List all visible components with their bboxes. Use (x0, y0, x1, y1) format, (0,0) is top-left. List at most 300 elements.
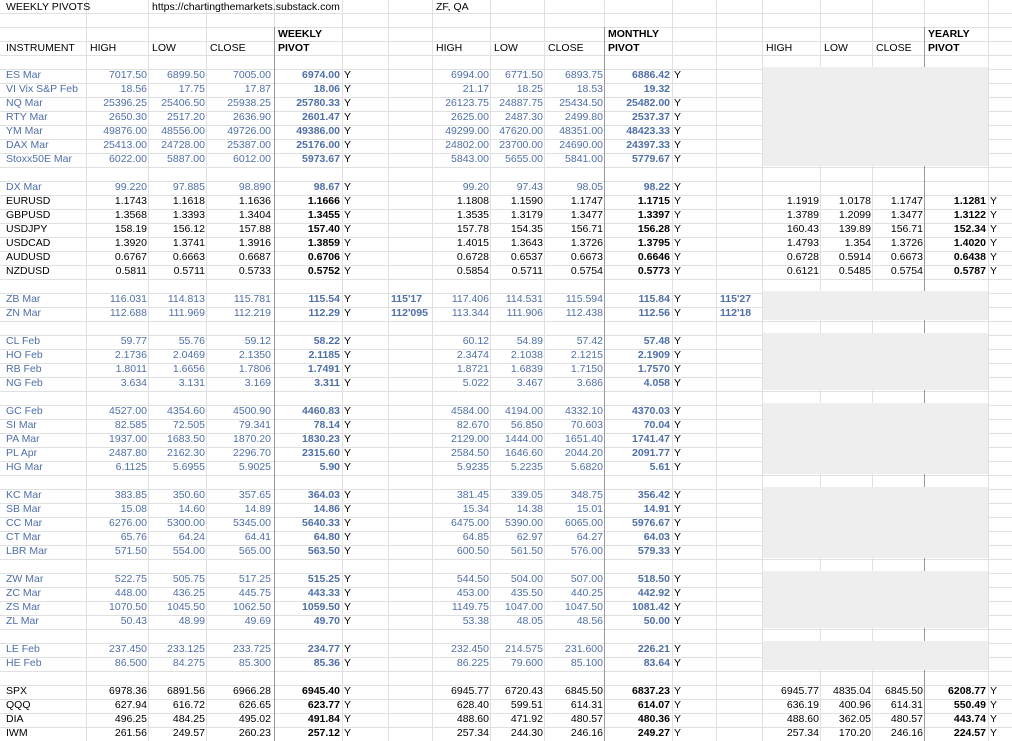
weekly-pivot-cell: 115.54 (308, 293, 340, 305)
yearly-value-cell: 1.3726 (890, 237, 923, 249)
weekly-value-cell: 626.65 (238, 699, 271, 711)
yearly-section-label: YEARLY (928, 28, 970, 40)
yearly-value-cell: 0.5914 (838, 251, 871, 263)
weekly-value-cell: 6.1125 (115, 461, 147, 473)
weekly-value-cell: 24728.00 (161, 139, 205, 151)
yearly-value-cell: 170.20 (838, 727, 871, 739)
weekly-value-cell: 1.3568 (114, 209, 147, 221)
weekly-pivot-cell: 5973.67 (302, 153, 340, 165)
weekly-value-cell: 25406.50 (161, 97, 205, 109)
sheet-title: WEEKLY PIVOTS (6, 1, 91, 13)
monthly-value-cell: 97.43 (516, 181, 543, 193)
monthly-value-cell: 98.05 (576, 181, 603, 193)
monthly-value-cell: 114.531 (505, 293, 543, 305)
weekly-value-cell: 14.89 (244, 503, 271, 515)
weekly-flag-cell: Y (344, 195, 352, 207)
weekly-pivot-cell: 364.03 (307, 489, 340, 501)
instrument-name: ZL Mar (6, 615, 39, 627)
yearly-value-cell: 0.6673 (890, 251, 923, 263)
weekly-value-cell: 55.76 (178, 335, 205, 347)
monthly-value-cell: 599.51 (510, 699, 543, 711)
weekly-flag-cell: Y (344, 601, 352, 613)
yearly-value-cell: 0.5485 (838, 265, 871, 277)
monthly-flag-cell: Y (674, 181, 682, 193)
col-header-yearly-pivot: PIVOT (928, 42, 960, 54)
yearly-value-cell: 1.4793 (786, 237, 819, 249)
monthly-value-cell: 82.670 (456, 419, 489, 431)
monthly-flag-cell: Y (674, 377, 682, 389)
instrument-name: EURUSD (6, 195, 51, 207)
monthly-flag-cell: Y (674, 111, 682, 123)
monthly-value-cell: 62.97 (516, 531, 543, 543)
monthly-value-cell: 6475.00 (451, 517, 489, 529)
weekly-flag-cell: Y (344, 461, 352, 473)
weekly-value-cell: 2.0469 (172, 349, 205, 361)
monthly-value-cell: 6065.00 (565, 517, 603, 529)
weekly-pivot-cell: 234.77 (307, 643, 340, 655)
monthly-value-cell: 1047.50 (565, 601, 603, 613)
instrument-name: CC Mar (6, 517, 43, 529)
monthly-pivot-cell: 579.33 (637, 545, 670, 557)
monthly-value-cell: 48351.00 (559, 125, 603, 137)
weekly-pivot-cell: 563.50 (307, 545, 340, 557)
monthly-value-cell: 1651.40 (565, 433, 603, 445)
grid-col-line (988, 0, 989, 741)
weekly-value-cell: 5887.00 (167, 153, 205, 165)
weekly-value-cell: 0.5733 (238, 265, 271, 277)
yearly-empty-block (763, 487, 988, 558)
weekly-pivot-cell: 1.3859 (307, 237, 340, 249)
instrument-name: VI Vix S&P Feb (6, 83, 78, 95)
instrument-name: USDCAD (6, 237, 51, 249)
col-header-monthly-low: LOW (494, 42, 518, 54)
weekly-pivot-cell: 1.7491 (307, 363, 340, 375)
monthly-pivot-32nds: 115'27 (720, 293, 752, 305)
weekly-value-cell: 4500.90 (233, 405, 271, 417)
weekly-pivot-cell: 0.5752 (307, 265, 340, 277)
col-header-yearly-low: LOW (824, 42, 848, 54)
grid-row-line (0, 167, 1012, 168)
yearly-value-cell: 400.96 (838, 699, 871, 711)
grid-row-line (0, 559, 1012, 560)
weekly-flag-cell: Y (344, 615, 352, 627)
weekly-flag-cell: Y (344, 503, 352, 515)
yearly-empty-block (763, 291, 988, 320)
monthly-flag-cell: Y (674, 405, 682, 417)
monthly-value-cell: 154.35 (510, 223, 543, 235)
monthly-value-cell: 440.25 (570, 587, 603, 599)
monthly-flag-cell: Y (674, 699, 682, 711)
monthly-value-cell: 5.022 (462, 377, 489, 389)
yearly-value-cell: 6845.50 (885, 685, 923, 697)
monthly-pivot-cell: 5976.67 (632, 517, 670, 529)
weekly-value-cell: 25413.00 (103, 139, 147, 151)
weekly-value-cell: 554.00 (172, 545, 205, 557)
weekly-flag-cell: Y (344, 335, 352, 347)
weekly-value-cell: 49876.00 (103, 125, 147, 137)
weekly-flag-cell: Y (344, 433, 352, 445)
weekly-pivot-cell: 623.77 (307, 699, 340, 711)
yearly-empty-block (763, 67, 988, 166)
instrument-name: SPX (6, 685, 28, 697)
monthly-value-cell: 6720.43 (505, 685, 543, 697)
weekly-value-cell: 383.85 (114, 489, 147, 501)
weekly-value-cell: 445.75 (238, 587, 271, 599)
weekly-pivot-cell: 0.6706 (307, 251, 340, 263)
monthly-pivot-cell: 2091.77 (632, 447, 670, 459)
monthly-flag-cell: Y (674, 461, 682, 473)
weekly-value-cell: 1.7806 (238, 363, 271, 375)
monthly-pivot-cell: 5779.67 (632, 153, 670, 165)
monthly-value-cell: 0.6673 (570, 251, 603, 263)
monthly-value-cell: 2625.00 (451, 111, 489, 123)
weekly-value-cell: 357.65 (238, 489, 271, 501)
weekly-pivot-cell: 6974.00 (302, 69, 340, 81)
weekly-value-cell: 2296.70 (233, 447, 271, 459)
weekly-pivot-cell: 2601.47 (302, 111, 340, 123)
weekly-value-cell: 116.031 (109, 293, 147, 305)
weekly-value-cell: 1.8011 (115, 363, 147, 375)
monthly-value-cell: 0.6537 (510, 251, 543, 263)
col-header-instrument: INSTRUMENT (6, 42, 75, 54)
monthly-value-cell: 488.60 (456, 713, 489, 725)
monthly-value-cell: 99.20 (462, 181, 489, 193)
monthly-pivot-cell: 4.058 (643, 377, 670, 389)
monthly-flag-cell: Y (674, 223, 682, 235)
weekly-value-cell: 6978.36 (109, 685, 147, 697)
yearly-flag-cell: Y (990, 195, 998, 207)
weekly-pivot-cell: 257.12 (307, 727, 340, 739)
grid-row-line (0, 391, 1012, 392)
weekly-value-cell: 79.341 (238, 419, 271, 431)
monthly-flag-cell: Y (674, 293, 682, 305)
monthly-value-cell: 6945.77 (451, 685, 489, 697)
monthly-section-label: MONTHLY (608, 28, 659, 40)
monthly-flag-cell: Y (674, 685, 682, 697)
monthly-pivot-cell: 2537.37 (632, 111, 670, 123)
monthly-flag-cell: Y (674, 433, 682, 445)
monthly-value-cell: 5.2235 (510, 461, 543, 473)
weekly-section-label: WEEKLY (278, 28, 322, 40)
weekly-value-cell: 233.725 (233, 643, 271, 655)
monthly-value-cell: 6994.00 (451, 69, 489, 81)
monthly-value-cell: 70.603 (570, 419, 603, 431)
weekly-value-cell: 4527.00 (109, 405, 147, 417)
monthly-pivot-cell: 112.56 (638, 307, 670, 319)
col-header-weekly-low: LOW (152, 42, 176, 54)
monthly-value-cell: 24887.75 (499, 97, 543, 109)
weekly-value-cell: 156.12 (172, 223, 205, 235)
monthly-pivot-cell: 1.3397 (637, 209, 670, 221)
instrument-name: RB Feb (6, 363, 42, 375)
monthly-flag-cell: Y (674, 153, 682, 165)
weekly-flag-cell: Y (344, 223, 352, 235)
monthly-value-cell: 86.225 (456, 657, 489, 669)
monthly-pivot-cell: 0.6646 (637, 251, 670, 263)
yearly-pivot-cell: 1.3122 (953, 209, 986, 221)
grid-row-line (0, 475, 1012, 476)
weekly-value-cell: 6012.00 (233, 153, 271, 165)
weekly-pivot-cell: 5640.33 (302, 517, 340, 529)
weekly-value-cell: 616.72 (172, 699, 205, 711)
yearly-value-cell: 4835.04 (833, 685, 871, 697)
weekly-flag-cell: Y (344, 545, 352, 557)
monthly-flag-cell: Y (674, 727, 682, 739)
weekly-value-cell: 448.00 (114, 587, 147, 599)
monthly-value-cell: 2.1038 (510, 349, 543, 361)
monthly-pivot-cell: 1741.47 (632, 433, 670, 445)
weekly-value-cell: 157.88 (238, 223, 271, 235)
weekly-flag-cell: Y (344, 489, 352, 501)
weekly-pivot-cell: 85.36 (313, 657, 340, 669)
monthly-pivot-cell: 1081.42 (632, 601, 670, 613)
weekly-value-cell: 1045.50 (167, 601, 205, 613)
grid-col-line (672, 0, 673, 741)
weekly-value-cell: 565.00 (238, 545, 271, 557)
monthly-value-cell: 2584.50 (451, 447, 489, 459)
monthly-pivot-cell: 5.61 (649, 461, 670, 473)
weekly-value-cell: 1062.50 (233, 601, 271, 613)
yearly-pivot-cell: 152.34 (953, 223, 986, 235)
monthly-value-cell: 18.53 (576, 83, 603, 95)
monthly-pivot-cell: 24397.33 (626, 139, 670, 151)
monthly-value-cell: 1.8721 (456, 363, 489, 375)
monthly-value-cell: 21.17 (462, 83, 489, 95)
weekly-value-cell: 1070.50 (109, 601, 147, 613)
monthly-value-cell: 14.38 (516, 503, 543, 515)
weekly-value-cell: 505.75 (172, 573, 205, 585)
yearly-value-cell: 139.89 (838, 223, 871, 235)
weekly-value-cell: 2162.30 (167, 447, 205, 459)
monthly-pivot-cell: 1.7570 (637, 363, 670, 375)
monthly-pivot-cell: 115.84 (638, 293, 670, 305)
weekly-value-cell: 261.56 (114, 727, 147, 739)
monthly-value-cell: 0.5711 (511, 265, 543, 277)
monthly-value-cell: 1.3477 (570, 209, 603, 221)
instrument-name: DIA (6, 713, 24, 725)
weekly-value-cell: 49726.00 (227, 125, 271, 137)
monthly-value-cell: 3.467 (516, 377, 543, 389)
monthly-flag-cell: Y (674, 97, 682, 109)
yearly-pivot-cell: 1.1281 (953, 195, 986, 207)
weekly-value-cell: 495.02 (238, 713, 271, 725)
instrument-name: PA Mar (6, 433, 40, 445)
weekly-value-cell: 1.3404 (238, 209, 271, 221)
monthly-value-cell: 453.00 (456, 587, 489, 599)
monthly-flag-cell: Y (674, 307, 682, 319)
weekly-flag-cell: Y (344, 153, 352, 165)
monthly-value-cell: 5655.00 (505, 153, 543, 165)
col-header-monthly-high: HIGH (436, 42, 463, 54)
instrument-name: HG Mar (6, 461, 43, 473)
monthly-value-cell: 471.92 (510, 713, 543, 725)
monthly-value-cell: 4584.00 (451, 405, 489, 417)
weekly-pivot-cell: 4460.83 (302, 405, 340, 417)
monthly-value-cell: 85.100 (570, 657, 603, 669)
yearly-empty-block (763, 641, 988, 670)
weekly-value-cell: 84.275 (172, 657, 205, 669)
weekly-pivot-cell: 78.14 (313, 419, 340, 431)
monthly-value-cell: 1.3643 (510, 237, 543, 249)
grid-row-line (0, 279, 1012, 280)
monthly-pivot-cell: 518.50 (637, 573, 670, 585)
source-url: https://chartingthemarkets.substack.com (152, 1, 340, 13)
weekly-value-cell: 111.969 (168, 307, 205, 319)
weekly-flag-cell: Y (344, 293, 352, 305)
monthly-pivot-cell: 70.04 (643, 419, 670, 431)
weekly-pivot-cell: 49386.00 (296, 125, 340, 137)
monthly-pivot-cell: 50.00 (643, 615, 670, 627)
weekly-value-cell: 1.3741 (172, 237, 205, 249)
monthly-value-cell: 113.344 (451, 307, 489, 319)
monthly-value-cell: 4194.00 (505, 405, 543, 417)
weekly-value-cell: 25938.25 (227, 97, 271, 109)
monthly-flag-cell: Y (674, 587, 682, 599)
yearly-pivot-cell: 0.6438 (953, 251, 986, 263)
instrument-name: YM Mar (6, 125, 43, 137)
weekly-pivot-cell: 515.25 (307, 573, 340, 585)
yearly-value-cell: 1.354 (844, 237, 871, 249)
weekly-pivot-cell: 2.1185 (308, 349, 340, 361)
monthly-value-cell: 244.30 (510, 727, 543, 739)
weekly-value-cell: 1.1618 (172, 195, 205, 207)
monthly-value-cell: 24690.00 (559, 139, 603, 151)
monthly-value-cell: 1.6839 (510, 363, 543, 375)
monthly-value-cell: 6771.50 (505, 69, 543, 81)
weekly-value-cell: 2636.90 (233, 111, 271, 123)
weekly-value-cell: 522.75 (114, 573, 147, 585)
yearly-value-cell: 0.6728 (786, 251, 819, 263)
monthly-value-cell: 115.594 (565, 293, 603, 305)
weekly-flag-cell: Y (344, 139, 352, 151)
weekly-value-cell: 2487.80 (109, 447, 147, 459)
yearly-value-cell: 0.5754 (890, 265, 923, 277)
yearly-flag-cell: Y (990, 265, 998, 277)
yearly-empty-block (763, 333, 988, 390)
monthly-flag-cell: Y (674, 489, 682, 501)
monthly-flag-cell: Y (674, 713, 682, 725)
col-header-monthly-close: CLOSE (548, 42, 584, 54)
instrument-name: ZS Mar (6, 601, 41, 613)
monthly-value-cell: 2044.20 (565, 447, 603, 459)
instrument-name: NQ Mar (6, 97, 43, 109)
monthly-value-cell: 117.406 (451, 293, 489, 305)
col-header-weekly-close: CLOSE (210, 42, 246, 54)
monthly-value-cell: 600.50 (456, 545, 489, 557)
weekly-value-cell: 7005.00 (233, 69, 271, 81)
instrument-name: IWM (6, 727, 28, 739)
monthly-value-cell: 381.45 (456, 489, 489, 501)
weekly-pivot-cell: 3.311 (314, 377, 340, 389)
monthly-value-cell: 0.5854 (456, 265, 489, 277)
weekly-flag-cell: Y (344, 349, 352, 361)
weekly-value-cell: 484.25 (172, 713, 205, 725)
grid-row-line (0, 55, 1012, 56)
monthly-value-cell: 5.9235 (456, 461, 489, 473)
monthly-flag-cell: Y (674, 517, 682, 529)
monthly-value-cell: 79.600 (510, 657, 543, 669)
weekly-value-cell: 6276.00 (109, 517, 147, 529)
weekly-value-cell: 17.75 (178, 83, 205, 95)
weekly-pivot-cell: 58.22 (313, 335, 340, 347)
monthly-value-cell: 0.5754 (570, 265, 603, 277)
weekly-pivot-cell: 25780.33 (296, 97, 340, 109)
monthly-value-cell: 1.3726 (570, 237, 603, 249)
monthly-value-cell: 1646.60 (505, 447, 543, 459)
monthly-value-cell: 435.50 (510, 587, 543, 599)
col-header-yearly-high: HIGH (766, 42, 793, 54)
instrument-name: HE Feb (6, 657, 42, 669)
weekly-pivot-cell: 18.06 (313, 83, 340, 95)
grid-col-line (388, 0, 389, 741)
yearly-value-cell: 1.1919 (786, 195, 819, 207)
monthly-flag-cell: Y (674, 615, 682, 627)
instrument-name: ZN Mar (6, 307, 41, 319)
instrument-name: LBR Mar (6, 545, 48, 557)
monthly-flag-cell: Y (674, 69, 682, 81)
monthly-value-cell: 25434.50 (559, 97, 603, 109)
weekly-value-cell: 0.5811 (115, 265, 147, 277)
weekly-value-cell: 85.300 (238, 657, 271, 669)
weekly-value-cell: 0.6663 (172, 251, 205, 263)
weekly-value-cell: 86.500 (114, 657, 147, 669)
weekly-value-cell: 158.19 (114, 223, 147, 235)
monthly-value-cell: 56.850 (510, 419, 543, 431)
instrument-name: KC Mar (6, 489, 42, 501)
monthly-value-cell: 214.575 (505, 643, 543, 655)
monthly-pivot-cell: 14.91 (643, 503, 670, 515)
monthly-flag-cell: Y (674, 657, 682, 669)
instrument-name: ZB Mar (6, 293, 41, 305)
grid-col-line (716, 0, 717, 741)
weekly-pivot-cell: 5.90 (319, 461, 340, 473)
weekly-value-cell: 99.220 (114, 181, 147, 193)
instrument-name: GBPUSD (6, 209, 51, 221)
yearly-flag-cell: Y (990, 209, 998, 221)
monthly-value-cell: 1444.00 (505, 433, 543, 445)
monthly-pivot-cell: 249.27 (637, 727, 670, 739)
weekly-value-cell: 571.50 (114, 545, 147, 557)
weekly-value-cell: 59.12 (244, 335, 271, 347)
yearly-flag-cell: Y (990, 251, 998, 263)
weekly-flag-cell: Y (344, 447, 352, 459)
weekly-pivot-cell: 443.33 (307, 587, 340, 599)
weekly-flag-cell: Y (344, 307, 352, 319)
monthly-value-cell: 1.3179 (510, 209, 543, 221)
weekly-flag-cell: Y (344, 685, 352, 697)
yearly-value-cell: 257.34 (786, 727, 819, 739)
weekly-value-cell: 1683.50 (167, 433, 205, 445)
yearly-value-cell: 636.19 (786, 699, 819, 711)
monthly-value-cell: 111.906 (506, 307, 543, 319)
monthly-value-cell: 1.1590 (510, 195, 543, 207)
weekly-value-cell: 3.634 (120, 377, 147, 389)
monthly-value-cell: 2499.80 (565, 111, 603, 123)
monthly-value-cell: 480.57 (570, 713, 603, 725)
instrument-name: ES Mar (6, 69, 42, 81)
monthly-value-cell: 6845.50 (565, 685, 603, 697)
monthly-pivot-cell: 156.28 (637, 223, 670, 235)
weekly-value-cell: 25396.25 (103, 97, 147, 109)
monthly-flag-cell: Y (674, 447, 682, 459)
instrument-name: QQQ (6, 699, 31, 711)
instrument-name: RTY Mar (6, 111, 48, 123)
monthly-pivot-cell: 4370.03 (632, 405, 670, 417)
monthly-pivot-cell: 442.92 (637, 587, 670, 599)
yearly-flag-cell: Y (990, 713, 998, 725)
monthly-pivot-cell: 48423.33 (626, 125, 670, 137)
instrument-name: NG Feb (6, 377, 43, 389)
